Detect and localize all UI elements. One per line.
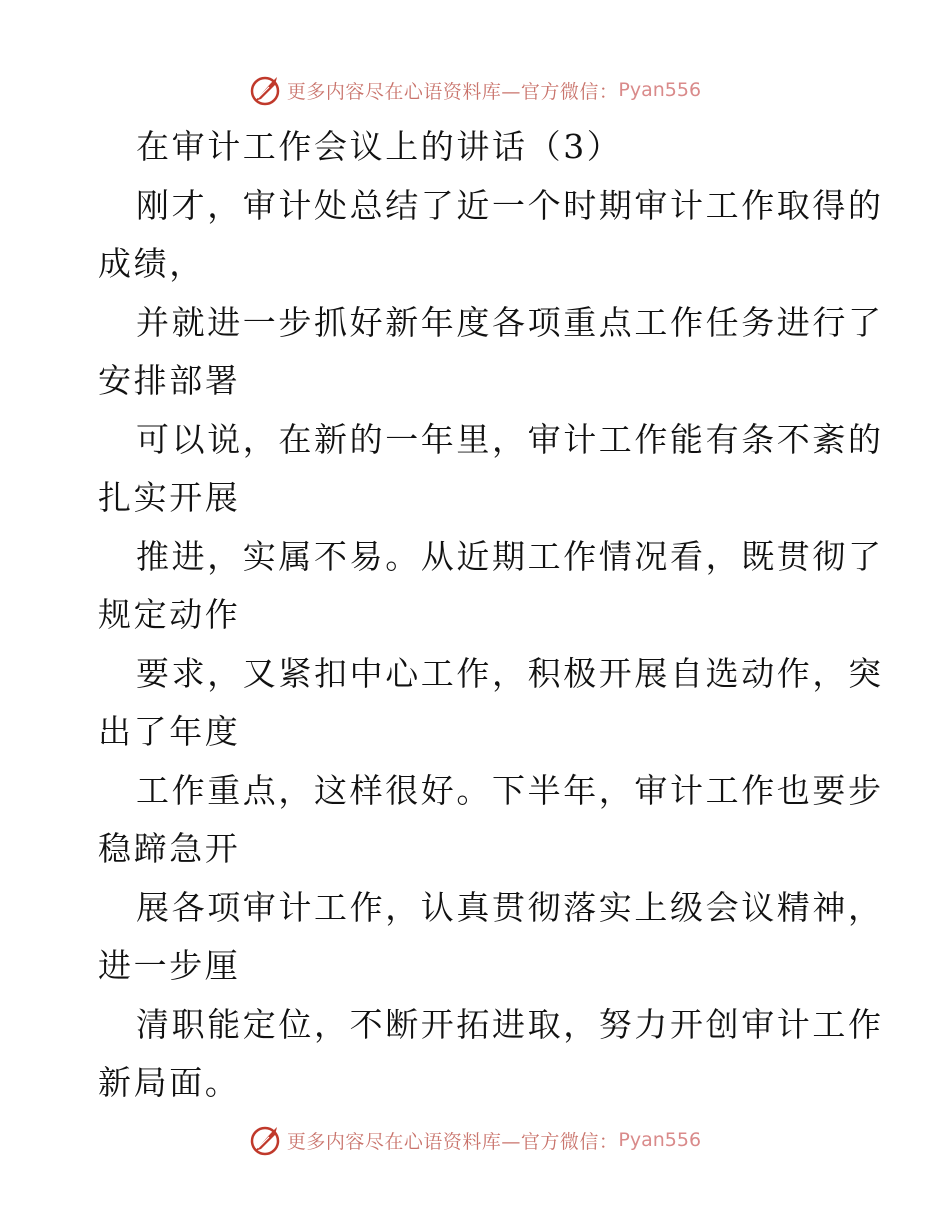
document-line: 出了年度 <box>98 712 241 751</box>
quill-pen-logo-icon <box>249 1123 283 1157</box>
quill-pen-logo-icon <box>249 73 283 107</box>
document-body <box>98 118 884 1113</box>
document-line: 刚才，审计处总结了近一个时期审计工作取得的 <box>136 185 884 225</box>
document-line: 安排部署 <box>98 361 241 400</box>
document-line: 可以说，在新的一年里，审计工作能有条不紊的 <box>136 419 884 459</box>
document-line: 新局面。 <box>98 1063 241 1102</box>
document-title: 在审计工作会议上的讲话（3） <box>136 127 623 166</box>
header-wechat-id: Pyan556 <box>618 79 702 101</box>
footer-ad-text: 更多内容尽在心语资料库—官方微信： <box>286 1130 619 1153</box>
footer-wechat-id: Pyan556 <box>618 1129 702 1151</box>
document-line: 成绩， <box>98 244 205 283</box>
document-line: 扎实开展 <box>98 478 241 517</box>
document-line: 展各项审计工作，认真贯彻落实上级会议精神， <box>136 887 884 927</box>
footer-banner <box>0 1120 950 1160</box>
header-ad-text: 更多内容尽在心语资料库—官方微信： <box>286 80 619 103</box>
document-line: 要求，又紧扣中心工作，积极开展自选动作，突 <box>136 653 884 693</box>
document-line: 稳蹄急开 <box>98 829 241 868</box>
header-banner <box>0 70 950 110</box>
document-paragraphs <box>98 177 884 1113</box>
document-line: 进一步厘 <box>98 946 241 985</box>
document-line: 并就进一步抓好新年度各项重点工作任务进行了 <box>136 302 884 342</box>
document-line: 推进，实属不易。从近期工作情况看，既贯彻了 <box>136 536 884 576</box>
document-line: 工作重点，这样很好。下半年，审计工作也要步 <box>136 770 884 810</box>
document-line: 规定动作 <box>98 595 241 634</box>
document-line: 清职能定位，不断开拓进取，努力开创审计工作 <box>136 1004 884 1044</box>
